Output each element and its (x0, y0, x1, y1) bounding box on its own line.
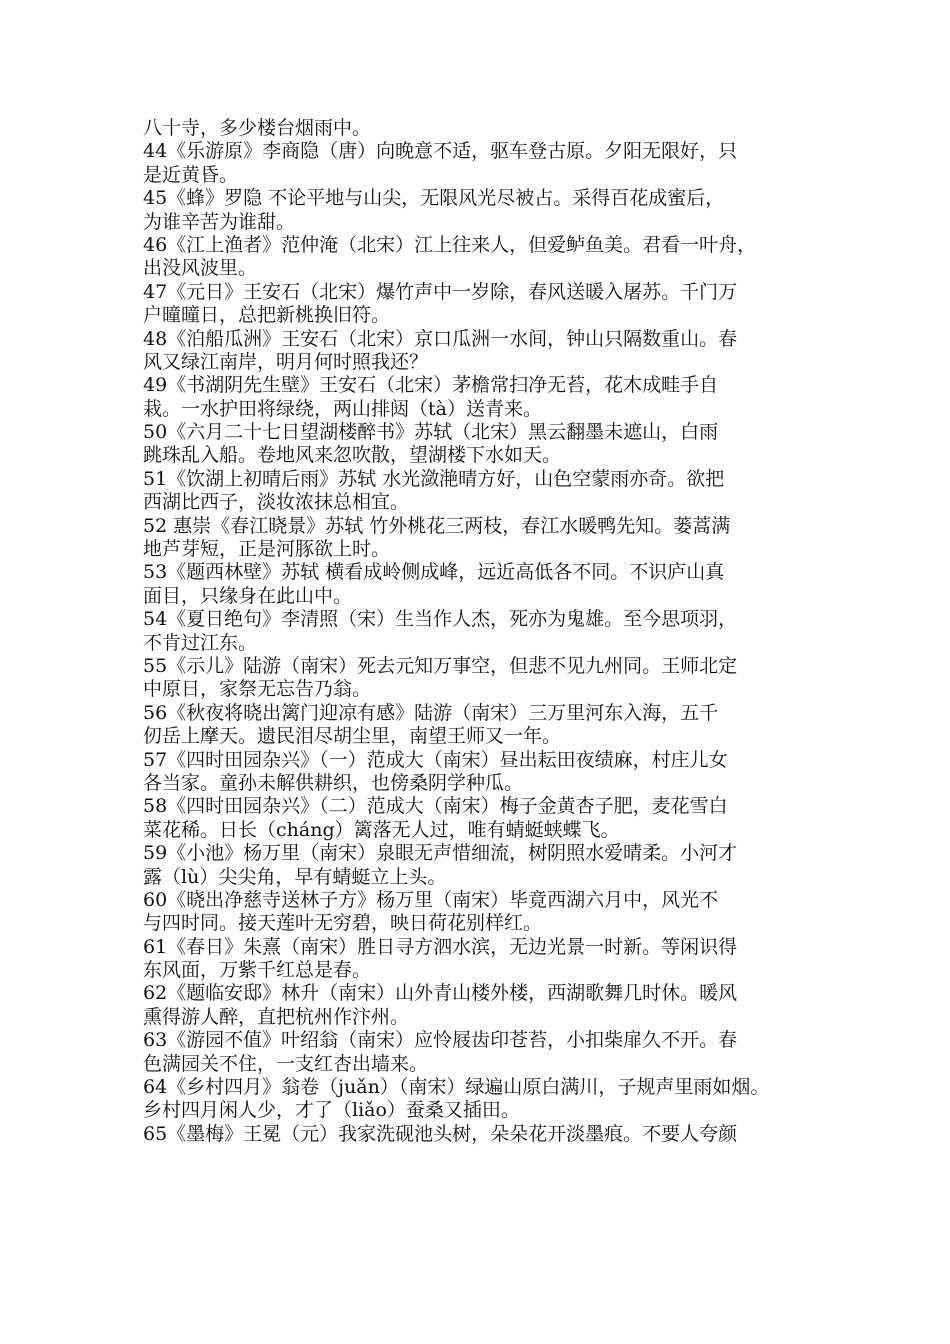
text-line: 为谁辛苦为谁甜。 (143, 210, 296, 233)
text-line: 露（lù）尖尖角，早有蜻蜓立上头。 (143, 865, 447, 888)
text-line: 47《元日》王安石（北宋）爆竹声中一岁除，春风送暖入屠苏。千门万 (143, 280, 738, 303)
text-line: 62《题临安邸》林升（南宋）山外青山楼外楼，西湖歌舞几时休。暖风 (143, 982, 738, 1005)
text-line: 是近黄昏。 (143, 163, 239, 186)
text-line: 地芦芽短，正是河豚欲上时。 (143, 538, 391, 561)
text-line: 栽。一水护田将绿绕，两山排闼（tà）送青来。 (143, 397, 542, 420)
text-line: 西湖比西子，淡妆浓抹总相宜。 (143, 491, 410, 514)
text-line: 53《题西林壁》苏轼 横看成岭侧成峰，远近高低各不同。不识庐山真 (143, 561, 725, 584)
text-line: 57《四时田园杂兴》（一）范成大（南宋）昼出耘田夜绩麻，村庄儿女 (143, 748, 728, 771)
text-line: 58《四时田园杂兴》（二）范成大（南宋）梅子金黄杏子肥，麦花雪白 (143, 795, 728, 818)
text-line: 熏得游人醉，直把杭州作汴州。 (143, 1005, 410, 1028)
text-line: 59《小池》杨万里（南宋）泉眼无声惜细流，树阴照水爱晴柔。小河才 (143, 842, 738, 865)
text-line: 仞岳上摩天。遗民泪尽胡尘里，南望王师又一年。 (143, 725, 562, 748)
text-line: 中原日，家祭无忘告乃翁。 (143, 678, 372, 701)
text-line: 50《六月二十七日望湖楼醉书》苏轼（北宋）黑云翻墨未遮山，白雨 (143, 421, 719, 444)
text-line: 与四时同。接天莲叶无穷碧，映日荷花别样红。 (143, 912, 543, 935)
text-line: 乡村四月闲人少，才了（liǎo）蚕桑又插田。 (143, 1099, 520, 1122)
text-line: 55《示儿》陆游（南宋）死去元知万事空，但悲不见九州同。王师北定 (143, 654, 738, 677)
text-line: 52 惠崇《春江晓景》苏轼 竹外桃花三两枝，春江水暖鸭先知。蒌蒿满 (143, 514, 731, 537)
text-line: 49《书湖阴先生壁》王安石（北宋）茅檐常扫净无苔，花木成畦手自 (143, 374, 719, 397)
text-line: 风又绿江南岸，明月何时照我还？ (143, 350, 429, 373)
text-line: 八十寺，多少楼台烟雨中。 (143, 117, 372, 139)
text-line: 菜花稀。日长（cháng）篱落无人过，唯有蜻蜓蛱蝶飞。 (143, 818, 620, 841)
text-line: 60《晓出净慈寺送林子方》杨万里（南宋）毕竟西湖六月中，风光不 (143, 888, 719, 911)
text-line: 48《泊船瓜洲》王安石（北宋）京口瓜洲一水间，钟山只隔数重山。春 (143, 327, 738, 350)
text-line: 面目，只缘身在此山中。 (143, 584, 353, 607)
text-line: 64《乡村四月》翁卷（juǎn）（南宋）绿遍山原白满川，子规声里雨如烟。 (143, 1076, 770, 1099)
text-line (143, 1146, 823, 1169)
text-line: 不肯过江东。 (143, 631, 258, 654)
text-line: 跳珠乱入船。卷地风来忽吹散，望湖楼下水如天。 (143, 444, 562, 467)
text-line: 色满园关不住，一支红杏出墙来。 (143, 1052, 429, 1075)
text-line: 51《饮湖上初晴后雨》苏轼 水光潋滟晴方好，山色空蒙雨亦奇。欲把 (143, 467, 725, 490)
poem-list (143, 117, 823, 1170)
text-line: 61《春日》朱熹（南宋）胜日寻方泗水滨，无边光景一时新。等闲识得 (143, 935, 738, 958)
text-line: 东风面，万紫千红总是春。 (143, 959, 372, 982)
text-line: 45《蜂》罗隐 不论平地与山尖，无限风光尽被占。采得百花成蜜后， (143, 187, 725, 210)
text-line: 46《江上渔者》范仲淹（北宋）江上往来人，但爱鲈鱼美。君看一叶舟， (143, 233, 757, 256)
text-line: 63《游园不值》叶绍翁（南宋）应怜屐齿印苍苔，小扣柴扉久不开。春 (143, 1029, 738, 1052)
text-line: 户曈曈日，总把新桃换旧符。 (143, 304, 391, 327)
text-line: 出没风波里。 (143, 257, 258, 280)
text-line: 各当家。童孙未解供耕织，也傍桑阴学种瓜。 (143, 771, 524, 794)
text-line: 56《秋夜将晓出篱门迎凉有感》陆游（南宋）三万里河东入海，五千 (143, 701, 719, 724)
text-line: 54《夏日绝句》李清照（宋）生当作人杰，死亦为鬼雄。至今思项羽， (143, 608, 738, 631)
text-line: 44《乐游原》李商隐（唐）向晚意不适，驱车登古原。夕阳无限好，只 (143, 140, 738, 163)
text-line: 65《墨梅》王冕（元）我家洗砚池头树，朵朵花开淡墨痕。不要人夸颜 (143, 1122, 738, 1145)
